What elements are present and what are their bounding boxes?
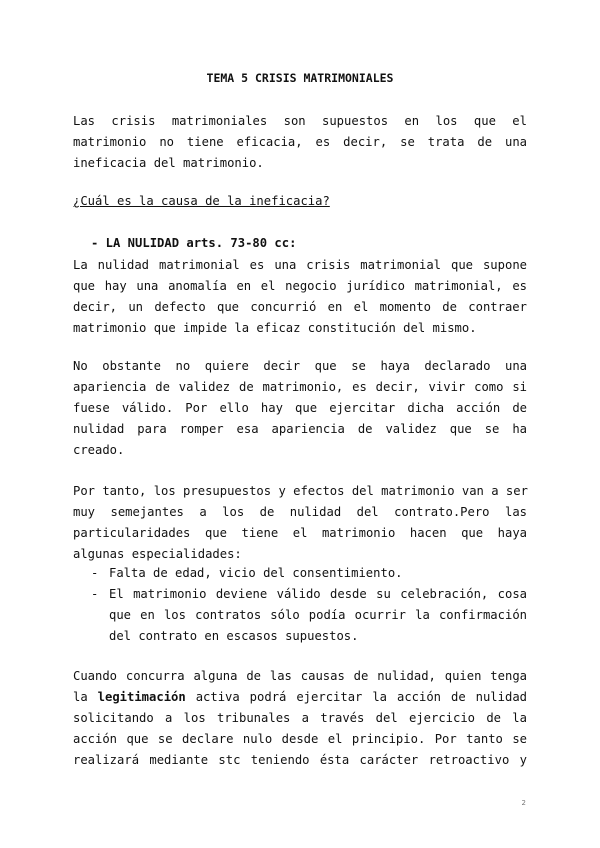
text-line: que hay una anomalía en el negocio jurídico matrimonial, es xyxy=(73,279,527,293)
question-heading: ¿Cuál es la causa de la ineficacia? xyxy=(73,194,330,208)
text-line: ineficacia del matrimonio. xyxy=(73,156,264,170)
cuando-paragraph xyxy=(73,666,527,771)
document-title: TEMA 5 CRISIS MATRIMONIALES xyxy=(206,71,394,85)
text-line: matrimonio no tiene eficacia, es decir, se trata de una xyxy=(73,135,527,149)
obstante-paragraph xyxy=(73,356,527,461)
text-line: creado. xyxy=(73,443,125,457)
text-line: solicitando a los tribunales a través del ejercicio de la xyxy=(73,711,527,725)
page-number: 2 xyxy=(521,799,526,807)
tanto-paragraph xyxy=(73,481,527,565)
text-line: realizará mediante stc teniendo ésta carácter retroactivo y xyxy=(73,753,527,767)
text-line: Cuando concurra alguna de las causas de nulidad, quien tenga xyxy=(73,669,527,683)
text-line: del contrato en escasos supuestos. xyxy=(109,629,359,643)
text-line: matrimonio que impide la eficaz constitución del mismo. xyxy=(73,321,477,335)
nulidad-heading xyxy=(91,236,296,250)
text-line: acción que se declare nulo desde el principio. Por tanto se xyxy=(73,732,527,746)
text-line: No obstante no quiere decir que se haya declarado una xyxy=(73,359,527,373)
text-line: algunas especialidades: xyxy=(73,547,242,561)
text-line: nulidad para romper esa apariencia de validez que se ha xyxy=(73,422,527,436)
bullet-dash: - xyxy=(91,587,99,601)
text-fragment: activa podrá ejercitar la acción de nulidad xyxy=(185,690,527,704)
list-item xyxy=(91,584,527,647)
nulidad-paragraph xyxy=(73,255,527,339)
text-line: La nulidad matrimonial es una crisis matrimonial que supone xyxy=(73,258,527,272)
text-line: Por tanto, los presupuestos y efectos del matrimonio van a ser xyxy=(73,484,528,498)
text-line-with-bold xyxy=(73,687,527,708)
bullet-dash: - xyxy=(91,566,99,580)
text-line: muy semejantes a los de nulidad del contrato.Pero las xyxy=(73,505,527,519)
nulidad-heading-text: - LA NULIDAD arts. 73-80 cc: xyxy=(91,236,297,250)
text-line: Las crisis matrimoniales son supuestos en los que el xyxy=(73,114,527,128)
text-line: decir, un defecto que concurrió en el momento de contraer xyxy=(73,300,527,314)
text-line: apariencia de validez de matrimonio, es decir, vivir como si xyxy=(73,380,527,394)
bold-term: legitimación xyxy=(97,690,186,704)
text-fragment: la xyxy=(73,690,98,704)
bullet-list xyxy=(91,563,527,647)
text-line: Falta de edad, vicio del consentimiento. xyxy=(109,566,403,580)
intro-paragraph xyxy=(73,111,527,174)
text-line: El matrimonio deviene válido desde su celebración, cosa xyxy=(109,587,527,601)
text-line: que en los contratos sólo podía ocurrir la confirmación xyxy=(109,608,527,622)
list-item xyxy=(91,563,527,584)
text-line: particularidades que tiene el matrimonio hacen que haya xyxy=(73,526,527,540)
text-line: fuese válido. Por ello hay que ejercitar dicha acción de xyxy=(73,401,527,415)
